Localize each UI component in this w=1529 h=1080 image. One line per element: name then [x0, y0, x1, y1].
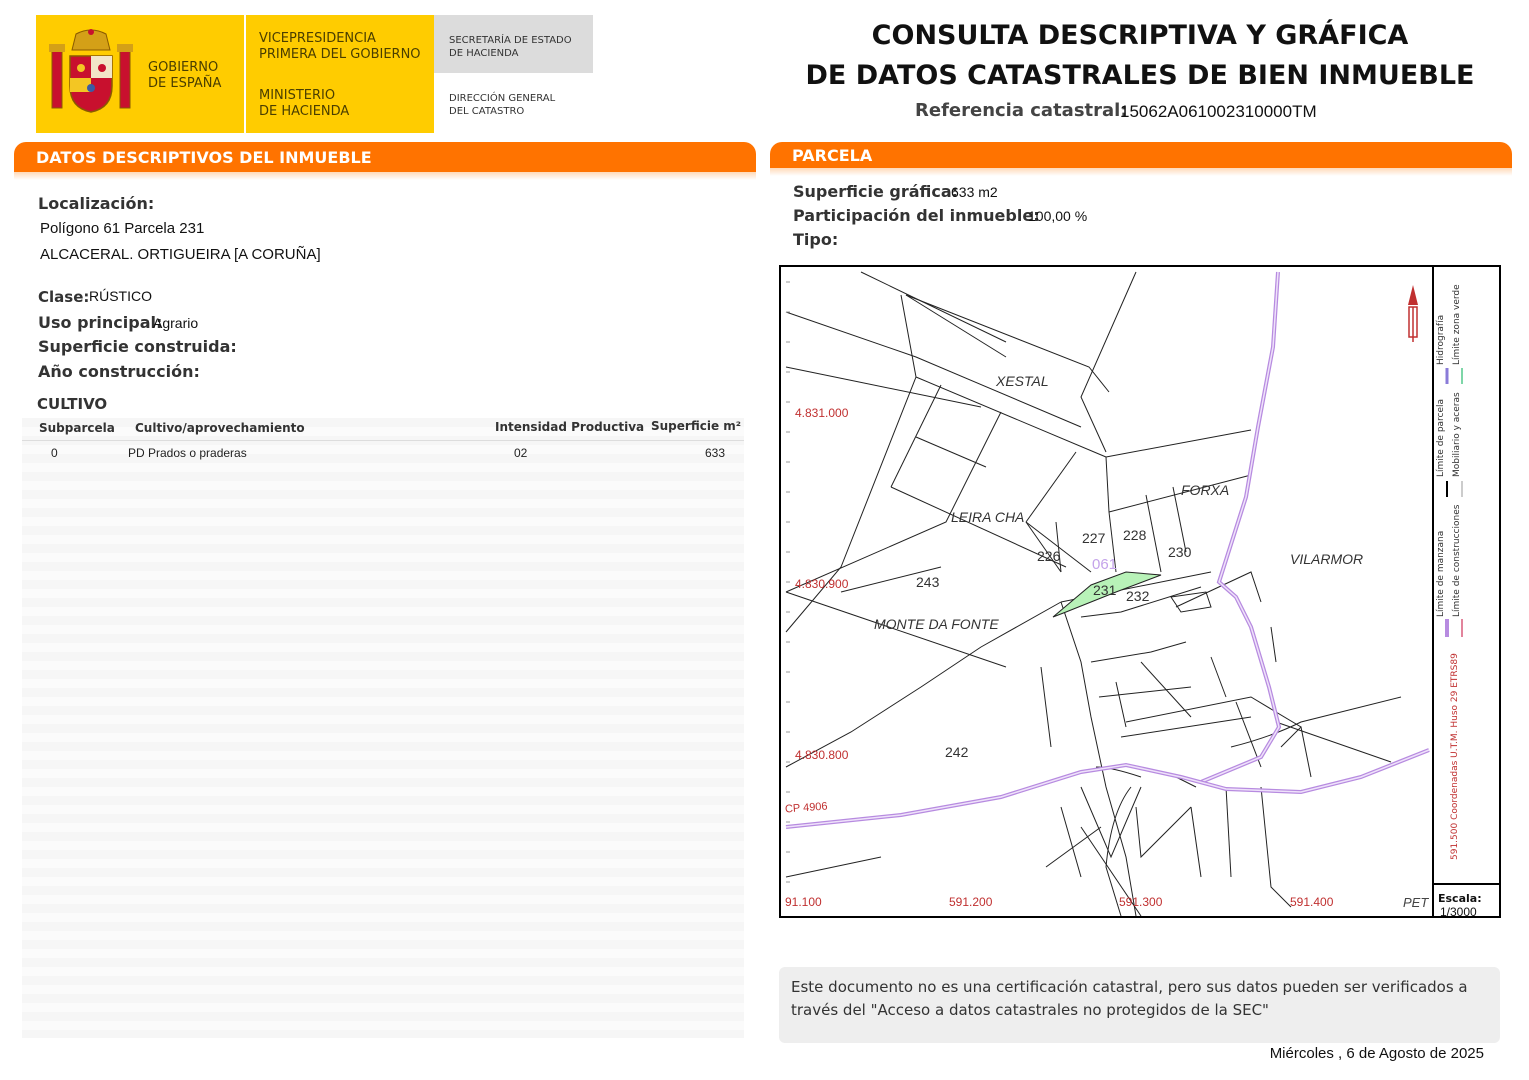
superficie-grafica-label: Superficie gráfica: [793, 182, 959, 201]
participacion-value: 100,00 % [1028, 208, 1088, 224]
parcel-number-label: 242 [945, 744, 969, 760]
polygon-number-label: 061 [1092, 556, 1118, 573]
legend-limite-zona-verde: Límite zona verde [1452, 284, 1462, 365]
place-name-label: MONTE DA FONTE [874, 616, 999, 632]
parcel-number-label: 226 [1037, 548, 1061, 564]
x-coordinate-label: 591.400 [1290, 895, 1334, 909]
scale-value: 1/3000 [1440, 905, 1477, 919]
localizacion-line2: ALCACERAL. ORTIGUEIRA [A CORUÑA] [40, 246, 321, 263]
logo-direccion-text: DIRECCIÓN GENERAL DEL CATASTRO [449, 93, 556, 117]
parcel-number-label: 232 [1126, 588, 1150, 604]
superficie-construida-label: Superficie construida: [38, 337, 237, 356]
place-name-label: LEIRA CHA [951, 509, 1025, 525]
parcel-number-label: 243 [916, 574, 940, 590]
x-coordinate-label: 91.100 [785, 895, 822, 909]
col-header-cultivo: Cultivo/aprovechamiento [135, 421, 305, 435]
corner-label: PET [1403, 895, 1429, 910]
cell-superficie: 633 [705, 446, 726, 460]
logo-secretaria-text: SECRETARÍA DE ESTADO DE HACIENDA [449, 35, 572, 59]
logo-divider [244, 15, 246, 133]
header-divider [22, 440, 744, 441]
scale-label: Escala: [1438, 892, 1482, 905]
anio-construccion-label: Año construcción: [38, 362, 200, 381]
col-header-intensidad: Intensidad Productiva [495, 420, 645, 434]
referencia-label: Referencia catastral: [915, 100, 1128, 121]
cultivo-table [22, 418, 744, 1038]
localizacion-line1: Polígono 61 Parcela 231 [40, 220, 205, 237]
place-name-label: XESTAL [996, 373, 1049, 389]
uso-value: Agrario [153, 315, 199, 331]
legend-hidrografia: Hidrografía [1436, 314, 1446, 365]
legend-limite-manzana: Límite de manzana [1436, 530, 1446, 617]
parcel-number-label: 231 [1093, 582, 1117, 598]
legend-limite-construcciones: Límite de construcciones [1452, 504, 1462, 617]
document-date: Miércoles , 6 de Agosto de 2025 [1269, 1045, 1484, 1062]
y-coordinate-label: 4.831.000 [795, 406, 849, 420]
cell-subparcela: 0 [51, 446, 58, 460]
cultivo-title: CULTIVO [37, 395, 108, 413]
logo-ministerio-text: MINISTERIO DE HACIENDA [259, 88, 350, 119]
left-tick-marks [786, 282, 790, 882]
parcel-number-label: 228 [1123, 527, 1147, 543]
legend-mobiliario-aceras: Mobiliario y aceras [1452, 392, 1462, 477]
tipo-label: Tipo: [793, 230, 839, 249]
x-coordinate-label: 591.200 [949, 895, 993, 909]
parcel-number-label: 230 [1168, 544, 1192, 560]
clase-label: Clase: [38, 288, 90, 306]
bar-shadow [14, 172, 756, 180]
x-coordinate-label: 591.300 [1119, 895, 1163, 909]
uso-label: Uso principal: [38, 313, 163, 332]
parcel-number-label: 227 [1082, 530, 1106, 546]
col-header-subparcela: Subparcela [39, 421, 115, 435]
north-arrow-icon [1408, 285, 1418, 342]
place-name-label: VILARMOR [1290, 551, 1364, 567]
cell-intensidad: 02 [514, 446, 528, 460]
col-header-superficie: Superficie m² [651, 419, 742, 433]
spain-coat-of-arms-icon [48, 28, 134, 116]
road-label: CP 4906 [784, 800, 828, 816]
clase-value: RÚSTICO [89, 288, 152, 304]
projection-label: 591.500 Coordenadas U.T.M. Huso 29 ETRS89 [1450, 653, 1460, 860]
cell-cultivo: PD Prados o praderas [128, 446, 247, 460]
referencia-value: 15062A061002310000TM [1120, 102, 1317, 121]
y-coordinate-label: 4.830.900 [795, 577, 849, 591]
bar-shadow [770, 168, 1512, 176]
descriptivos-section-bar: DATOS DESCRIPTIVOS DEL INMUEBLE [14, 142, 756, 172]
place-name-label: FORXA [1181, 482, 1230, 498]
document-title: CONSULTA DESCRIPTIVA Y GRÁFICA DE DATOS CATASTRALES DE BIEN INMUEBLE [805, 20, 1475, 91]
localizacion-label: Localización: [38, 194, 155, 213]
parcela-section-bar: PARCELA [770, 142, 1512, 168]
cadastral-map[interactable] [779, 265, 1501, 918]
legend-limite-parcela: Límite de parcela [1436, 398, 1446, 477]
superficie-grafica-value: 633 m2 [951, 184, 998, 200]
logo-gobierno-text: GOBIERNO DE ESPAÑA [148, 60, 222, 91]
verification-note: Este documento no es una certificación catastral, pero sus datos pueden ser verificados a través del "Acceso a datos catastrales no protegidos de la SEC" [779, 967, 1500, 1043]
logo-vicepresidencia-text: VICEPRESIDENCIA PRIMERA DEL GOBIERNO [259, 31, 421, 62]
participacion-label: Participación del inmueble: [793, 206, 1040, 225]
y-coordinate-label: 4.830.800 [795, 748, 849, 762]
